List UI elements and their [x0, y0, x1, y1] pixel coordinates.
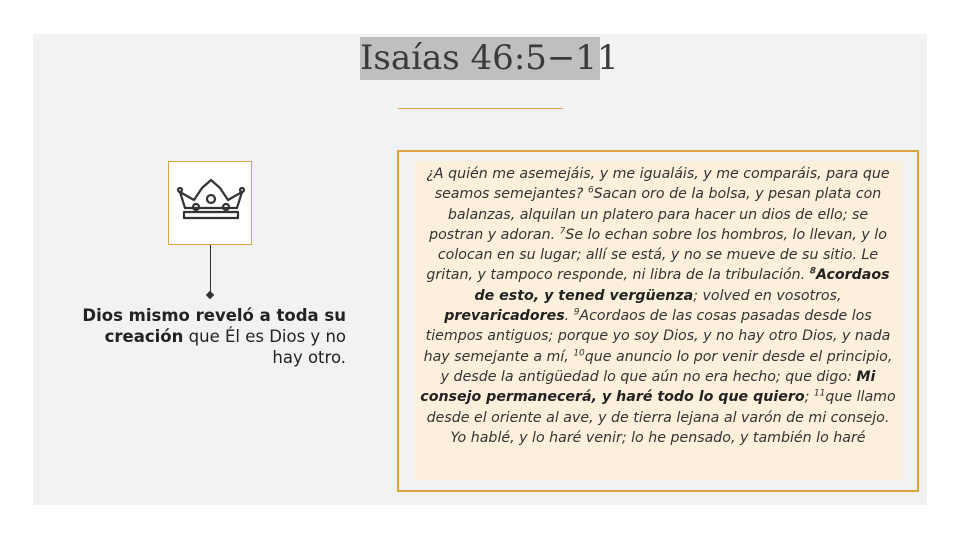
verse-segment: que llamo desde el oriente al ave, y de tierra lejana al varón de mi consejo. Yo hablé, y lo haré venir; lo he pensado, y también lo haré: [426, 389, 896, 446]
icon-frame: [168, 161, 252, 245]
verse-number: 6: [587, 185, 594, 196]
verse-segment: que anuncio lo por venir desde el principio, y desde la antigüedad lo que aún no era hecho; que digo:: [440, 348, 893, 385]
verse-emphasis: Acordaos de esto, y tened vergüenza: [474, 267, 890, 304]
verse-number: 11: [813, 388, 826, 399]
caption-rest: que Él es Dios y no hay otro.: [183, 327, 346, 367]
verse-frame: [397, 150, 919, 492]
connector-line: [210, 245, 211, 295]
verse-emphasis: Mi consejo permanecerá, y haré todo lo que quiero: [420, 368, 876, 406]
verse-number: 10: [573, 347, 585, 358]
verse-segment: ; volved en vosotros,: [693, 287, 842, 304]
verse-segment: ¿A quién me asemejáis, y me igualáis, y me comparáis, para que seamos semejantes?: [426, 166, 890, 203]
caption-bold: Dios mismo reveló a toda su creación: [82, 306, 346, 346]
verse-text: [414, 161, 902, 448]
verse-segment: Acordaos de las cosas pasadas desde los tiempos antiguos; porque yo soy Dios, y no hay otro Dios, y nada hay semejante a mí,: [423, 308, 891, 365]
verse-segment: .: [564, 308, 574, 325]
verse-number: 7: [559, 226, 566, 237]
caption: [70, 305, 346, 368]
verse-number: 9: [573, 307, 580, 318]
verse-segment: Sacan oro de la bolsa, y pesan plata con balanzas, alquilan un platero para hacer un dios de ello; se postran y adoran.: [429, 186, 882, 243]
slide-title: Isaías 46:5−11: [360, 38, 619, 78]
crown-icon: [176, 176, 246, 232]
title-underline: [398, 108, 563, 109]
verse-emphasis: prevaricadores: [444, 308, 565, 325]
verse-segment: ;: [804, 389, 814, 406]
verse-box: [414, 161, 902, 480]
verse-number-bold: 8: [809, 266, 816, 277]
verse-segment: Se lo echan sobre los hombros, lo llevan, y lo colocan en su lugar; allí se está, y no se mueve de su sitio. Le gritan, y tampoco responde, ni libra de la tribulación.: [426, 226, 887, 284]
